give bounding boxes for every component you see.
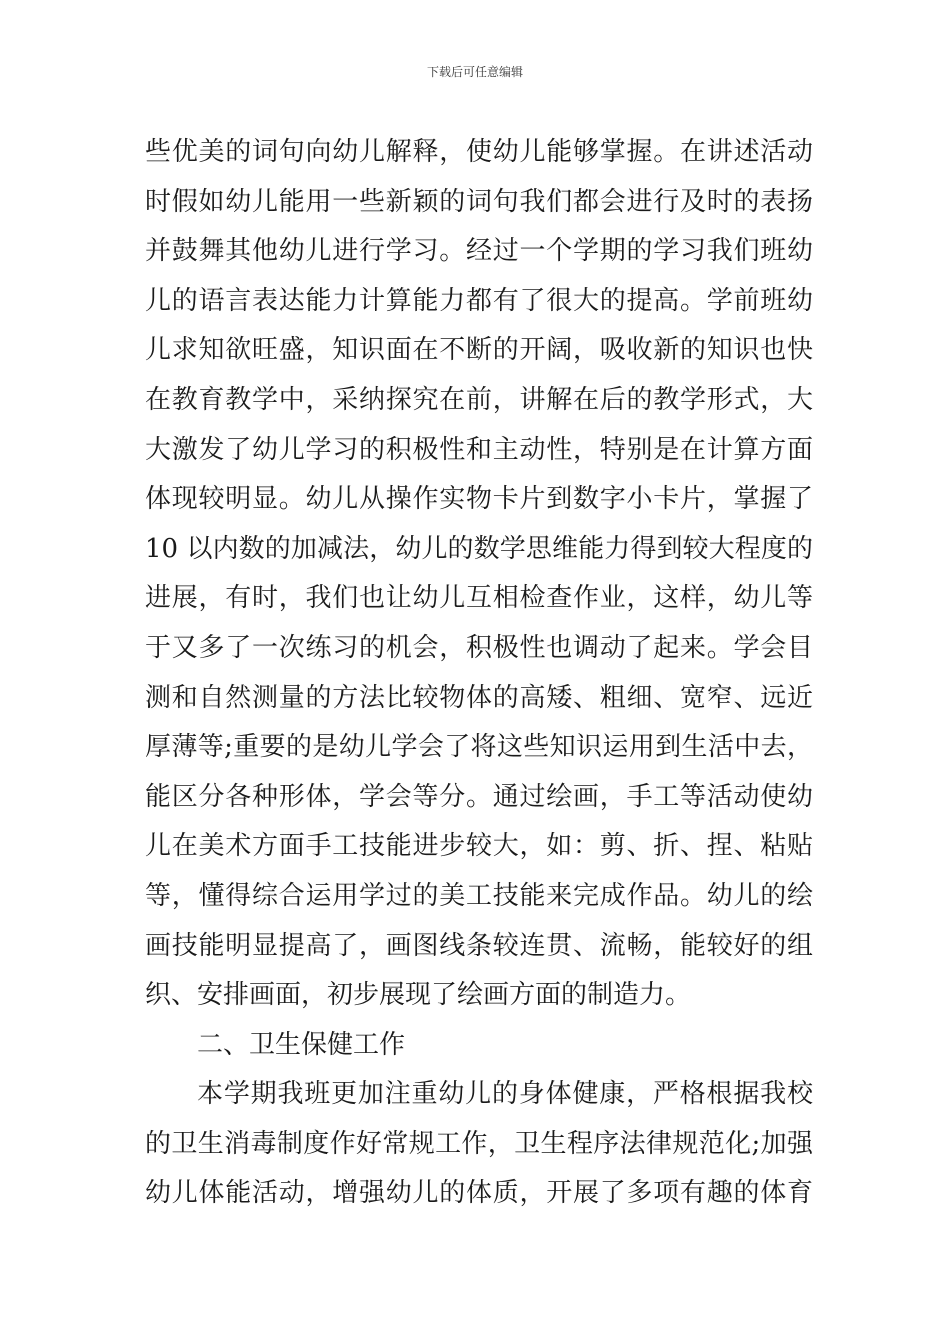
- text-line: 的卫生消毒制度作好常规工作，卫生程序法律规范化;加强: [145, 1128, 813, 1159]
- paragraph-end-line: 织、安排画面，初步展现了绘画方面的制造力。: [145, 980, 692, 1011]
- text-line: 能区分各种形体，学会等分。通过绘画，手工等活动使幼: [145, 781, 813, 812]
- text-line: 在教育教学中，采纳探究在前，讲解在后的教学形式，大: [145, 384, 813, 415]
- text-line: 儿在美术方面手工技能进步较大，如：剪、折、捏、粘贴: [145, 831, 813, 862]
- text-line: 厚薄等;重要的是幼儿学会了将这些知识运用到生活中去，: [145, 732, 813, 763]
- text-line: 并鼓舞其他幼儿进行学习。经过一个学期的学习我们班幼: [145, 236, 813, 267]
- text-line: 时假如幼儿能用一些新颖的词句我们都会进行及时的表扬: [145, 186, 813, 217]
- text-line: 体现较明显。幼儿从操作实物卡片到数字小卡片，掌握了: [145, 484, 813, 515]
- paragraph-first-line: 本学期我班更加注重幼儿的身体健康，严格根据我校: [197, 1079, 813, 1110]
- text-line: 进展，有时，我们也让幼儿互相检查作业，这样，幼儿等: [145, 583, 813, 614]
- text-line: 儿的语言表达能力计算能力都有了很大的提高。学前班幼: [145, 285, 813, 316]
- text-line: 于又多了一次练习的机会，积极性也调动了起来。学会目: [145, 632, 813, 663]
- text-line: 等，懂得综合运用学过的美工技能来完成作品。幼儿的绘: [145, 880, 813, 911]
- text-line: 大激发了幼儿学习的积极性和主动性，特别是在计算方面: [145, 434, 813, 465]
- text-line: 测和自然测量的方法比较物体的高矮、粗细、宽窄、远近: [145, 682, 813, 713]
- text-line: 画技能明显提高了，画图线条较连贯、流畅，能较好的组: [145, 930, 813, 961]
- section-heading: 二、卫生保健工作: [197, 1029, 406, 1060]
- text-line: 10 以内数的加减法，幼儿的数学思维能力得到较大程度的: [145, 533, 813, 564]
- page-header-note: 下载后可任意编辑: [426, 65, 523, 79]
- document-body: [145, 128, 813, 1219]
- text-line: 幼儿体能活动，增强幼儿的体质，开展了多项有趣的体育: [145, 1178, 813, 1209]
- text-line: 些优美的词句向幼儿解释，使幼儿能够掌握。在讲述活动: [145, 137, 813, 167]
- text-line: 儿求知欲旺盛，知识面在不断的开阔，吸收新的知识也快: [145, 335, 813, 366]
